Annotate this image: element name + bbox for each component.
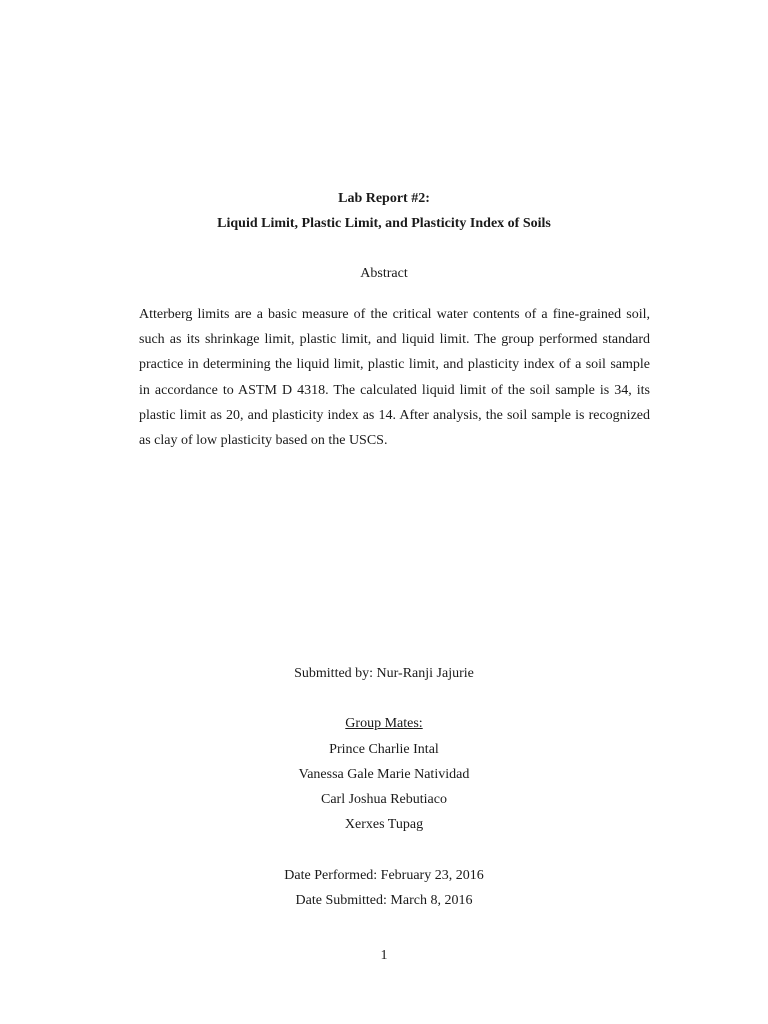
group-mate: Xerxes Tupag	[344, 817, 424, 832]
abstract-heading: Abstract	[360, 266, 408, 281]
group-mates-heading	[0, 715, 768, 733]
date-performed: Date Performed: February 23, 2016	[284, 868, 484, 883]
report-subtitle: Liquid Limit, Plastic Limit, and Plasticity Index of Soils	[217, 216, 551, 231]
report-title: Lab Report #2:	[338, 191, 430, 206]
group-mates-heading-text: Group Mates:	[345, 716, 423, 731]
date-submitted: Date Submitted: March 8, 2016	[295, 893, 473, 908]
group-mate: Prince Charlie Intal	[329, 742, 439, 757]
page-number: 1	[380, 948, 388, 963]
abstract-paragraph: Atterberg limits are a basic measure of the critical water contents of a fine-grained soil, such as its shrinkage limit, plastic limit, and liquid limit. The group performed standard practice in determining the liquid limit, plastic limit, and plasticity index of a soil sample in accordance to ASTM D 4318. The calculated liquid limit of the soil sample is 34, its plastic limit as 20, and plasticity index as 14. After analysis, the soil sample is recognized as clay of low plasticity based on the USCS.	[139, 307, 650, 449]
group-mate: Carl Joshua Rebutiaco	[321, 792, 447, 807]
submitted-by: Submitted by: Nur-Ranji Jajurie	[294, 666, 474, 681]
group-mate: Vanessa Gale Marie Natividad	[298, 767, 470, 782]
